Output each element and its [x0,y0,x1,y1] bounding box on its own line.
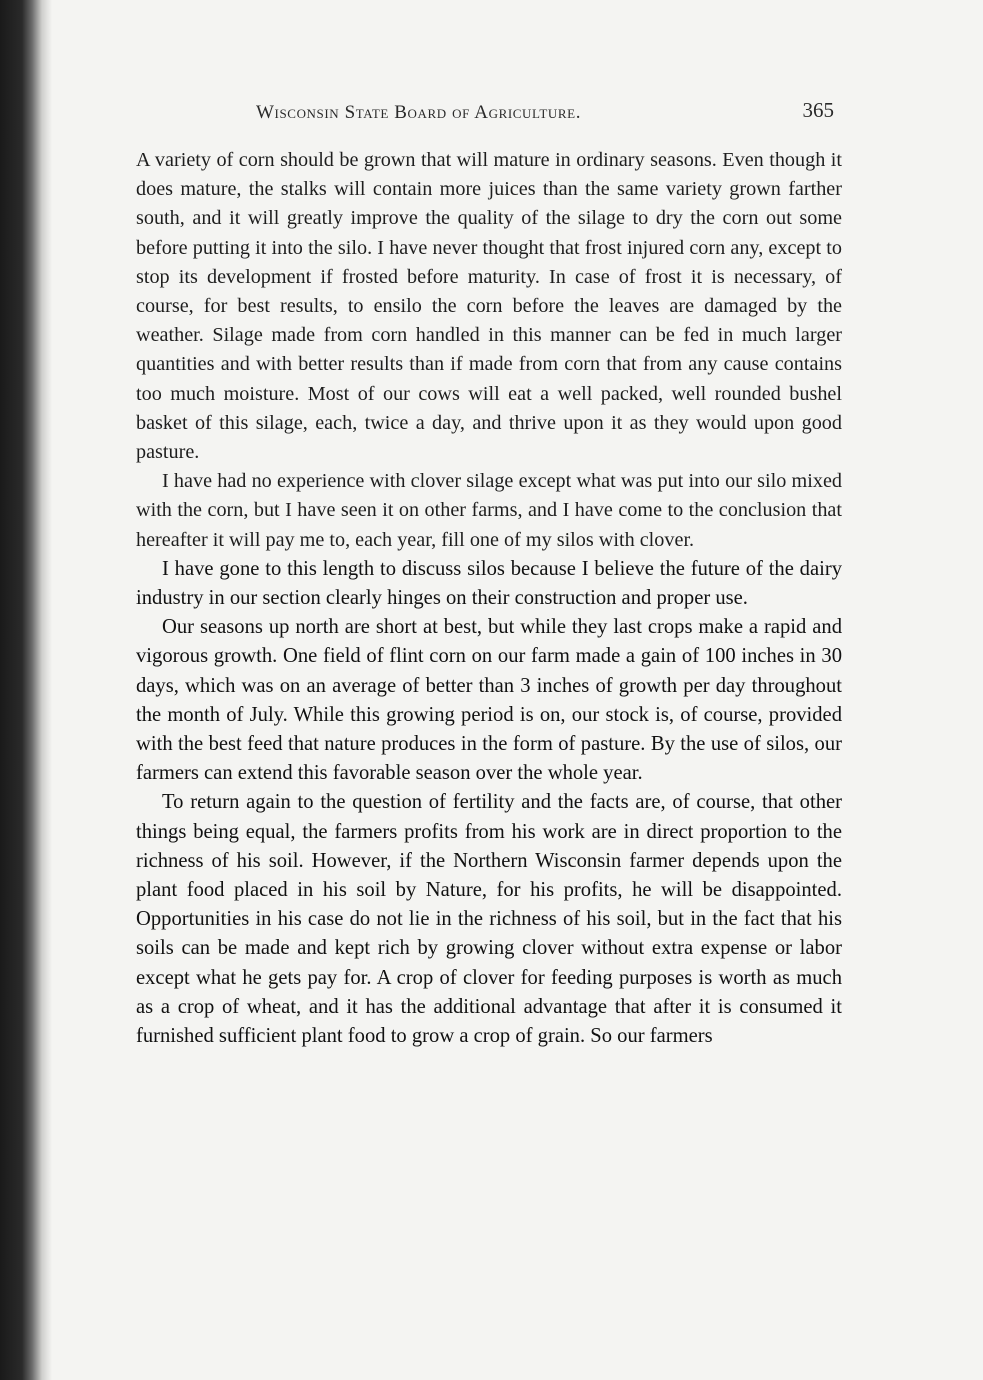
paragraph-short-seasons: Our seasons up north are short at best, but while they last crops make a rapid and vigorous growth. One field of flint corn on our farm made a gain of 100 inches in 30 days, which was on an average of better than 3 inches of growth per day throughout the month of July. While this growing period is on, our stock is, of course, provided with the best feed that nature produces in the form of pasture. By the use of silos, our farmers can extend this favorable season over the whole year. [136,616,842,785]
book-binding-shadow [0,0,52,1380]
book-page [136,96,842,1051]
page-number: 365 [802,98,834,122]
paragraph-corn-silage: A variety of corn should be grown that will mature in ordinary seasons. Even though it does mature, the stalks will contain more juices than the same variety grown farther south, and it will greatly improve the quality of the silage to dry the corn out some before putting it into the silo. I have never thought that frost injured corn any, except to stop its development if frosted before maturity. In case of frost it is necessary, of course, for best results, to ensilo the corn before the leaves are damaged by the weather. Silage made from corn handled in this manner can be fed in much larger quantities and with better results than if made from corn that from any cause contains too much moisture. Most of our cows will eat a well packed, well rounded bushel basket of this silage, each, twice a day, and thrive upon it as they would upon good pasture. [136,149,842,464]
running-title: Wisconsin State Board of Agriculture. [256,102,582,123]
paragraph-fertility: To return again to the question of fertility and the facts are, of course, that other things being equal, the farmers profits from his work are in direct proportion to the richness of his soil. However, if the Northern Wisconsin farmer depends upon the plant food placed in his soil by Nature, for his profits, he will be disappointed. Opportunities in his case do not lie in the richness of his soil, but in the fact that his soils can be made and kept rich by growing clover without extra expense or labor except what he gets pay for. A crop of clover for feeding purposes is worth as much as a crop of wheat, and it has the additional advantage that after it is consumed it furnished sufficient plant food to grow a crop of grain. So our farmers [136,791,842,1048]
running-head [136,96,842,130]
paragraph-silos-importance: I have gone to this length to discuss silos because I believe the future of the dairy industry in our section clearly hinges on their construction and proper use. [136,557,842,610]
body-text [136,146,842,1051]
paragraph-clover-silage: I have had no experience with clover silage except what was put into our silo mixed with the corn, but I have seen it on other farms, and I have come to the conclusion that hereafter it will pay me to, each year, fill one of my silos with clover. [136,470,842,551]
